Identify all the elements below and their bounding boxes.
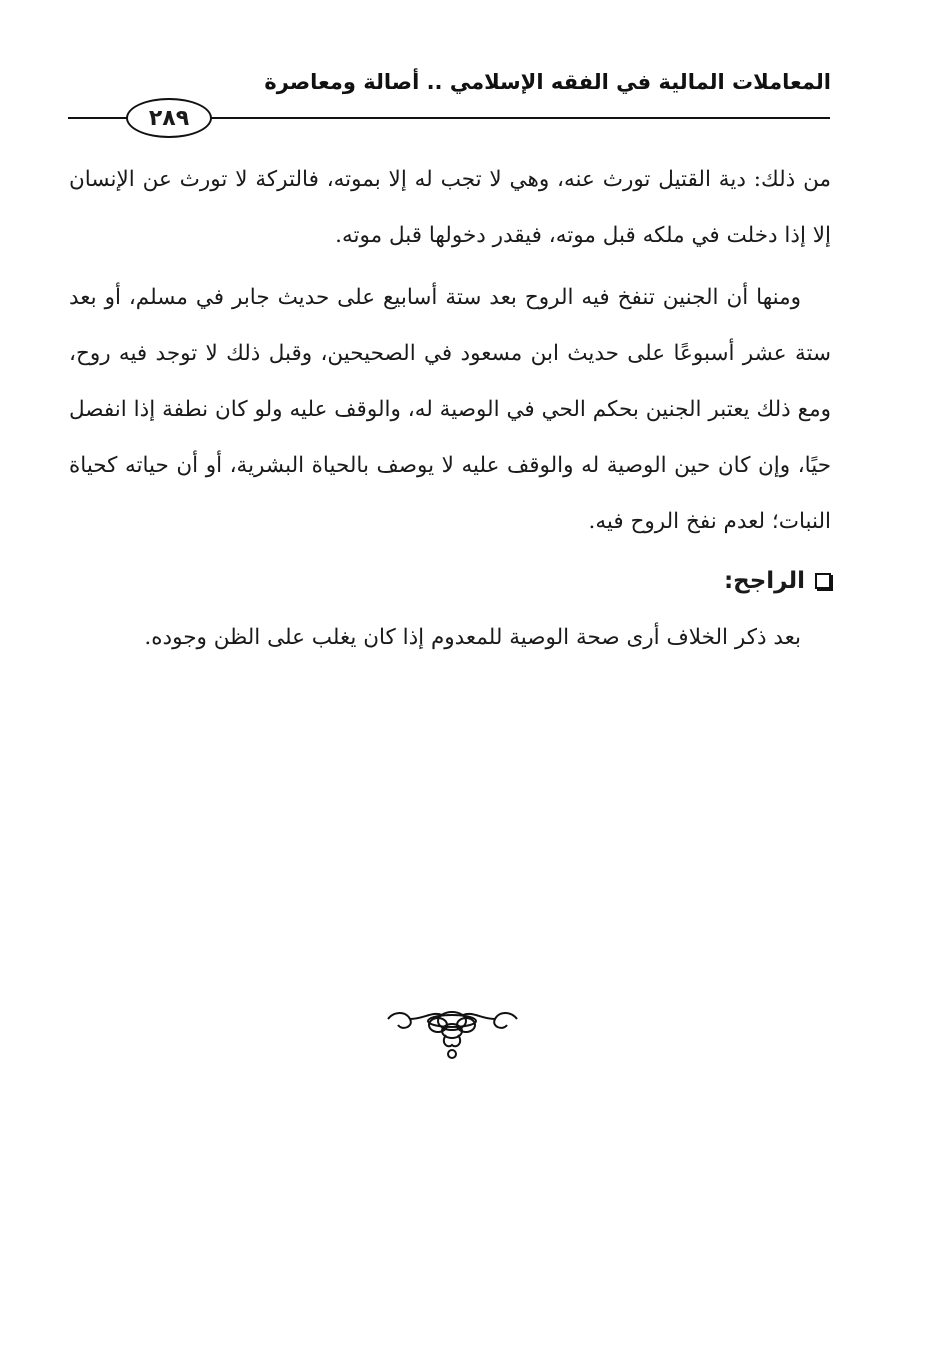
checkbox-square-icon: [815, 573, 831, 589]
decorative-knot-ornament-icon: [380, 1005, 525, 1065]
section-heading-label: الراجح:: [723, 568, 805, 594]
paragraph-2: ومنها أن الجنين تنفخ فيه الروح بعد ستة أسابيع على حديث جابر في مسلم، أو بعد ستة عشر أسبوعًا على حديث ابن مسعود في الصحيحين، وقبل ذلك لا توجد فيه روح، ومع ذلك يعتبر الجنين بحكم الحي في الوصية له، والوقف عليه ولو كان نطفة إذا انفصل حيًا، وإن كان حين الوصية له والوقف عليه لا يوصف بالحياة البشرية، أو أن حياته كحياة النبات؛ لعدم نفخ الروح فيه.: [69, 285, 831, 534]
running-title: المعاملات المالية في الفقه الإسلامي .. أصالة ومعاصرة: [264, 70, 831, 94]
paragraph-3: بعد ذكر الخلاف أرى صحة الوصية للمعدوم إذا كان يغلب على الظن وجوده.: [144, 625, 801, 650]
paragraph-1: من ذلك: دية القتيل تورث عنه، وهي لا تجب له إلا بموته، فالتركة لا تورث عن الإنسان إلا إذا دخلت في ملكه قبل موته، فيقدر دخولها قبل موته.: [69, 167, 831, 248]
section-heading: [69, 556, 831, 606]
page-number: ٢٨٩: [126, 98, 212, 138]
main-text: [69, 152, 831, 672]
